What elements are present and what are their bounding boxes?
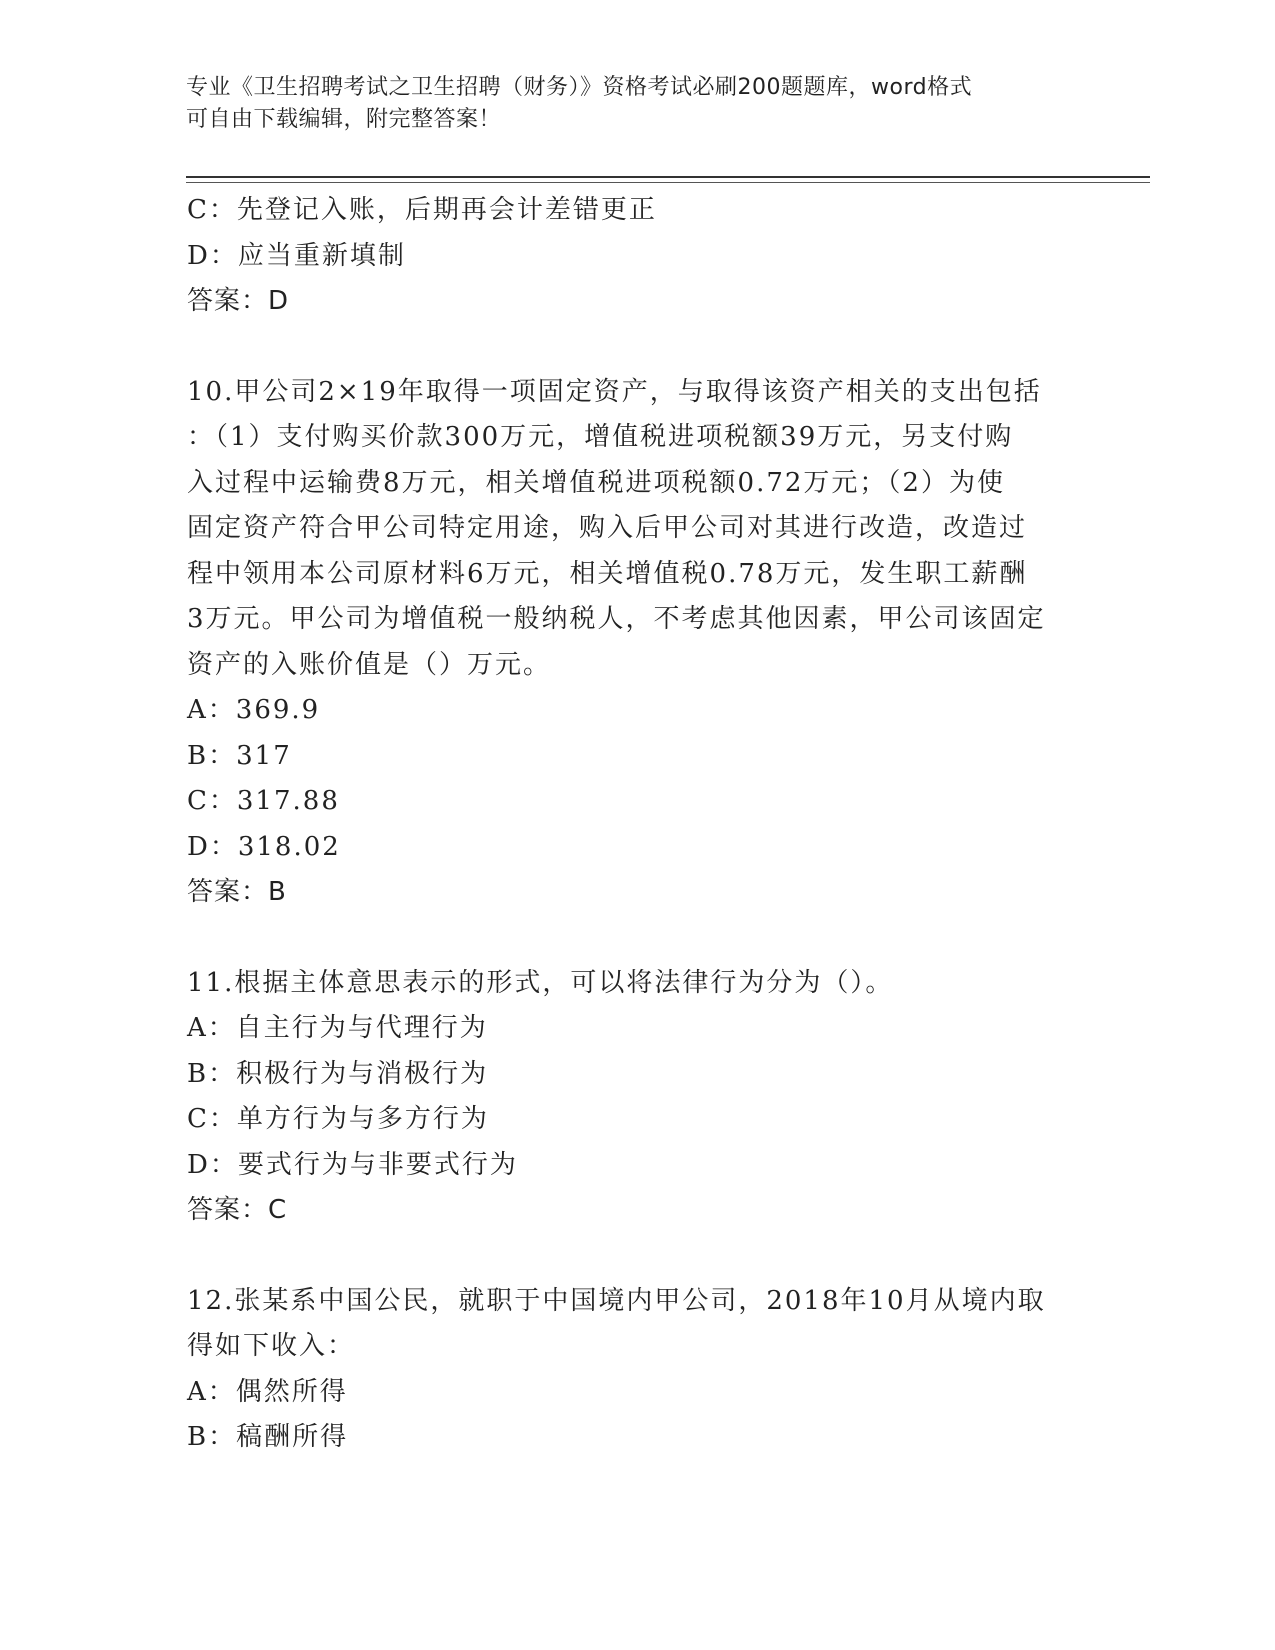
option-a: A：自主行为与代理行为 bbox=[187, 1013, 488, 1043]
answer: 答案：C bbox=[187, 1195, 288, 1225]
question-stem-line: 12.张某系中国公民，就职于中国境内甲公司，2018年10月从境内取 bbox=[187, 1285, 1046, 1316]
question-stem-line: 资产的入账价值是（）万元。 bbox=[187, 649, 552, 680]
option-a: A：369.9 bbox=[187, 695, 321, 725]
question-11 bbox=[187, 961, 1087, 1234]
option-b: B：稿酬所得 bbox=[187, 1422, 349, 1452]
option-d: D：318.02 bbox=[187, 831, 341, 862]
header-line-2: 可自由下载编辑，附完整答案！ bbox=[186, 107, 502, 132]
answer: 答案：D bbox=[187, 286, 290, 316]
option-d: D：应当重新填制 bbox=[187, 240, 406, 271]
question-stem-line: 3万元。甲公司为增值税一般纳税人，不考虑其他因素，甲公司该固定 bbox=[187, 604, 1046, 634]
answer: 答案：B bbox=[187, 877, 287, 907]
option-a: A：偶然所得 bbox=[187, 1376, 348, 1407]
document-header bbox=[186, 72, 1066, 136]
question-stem-line: ：（1）支付购买价款300万元，增值税进项税额39万元，另支付购 bbox=[187, 422, 1014, 452]
option-b: B：积极行为与消极行为 bbox=[187, 1058, 489, 1089]
question-stem-line: 固定资产符合甲公司特定用途，购入后甲公司对其进行改造，改造过 bbox=[187, 513, 1028, 543]
question-12 bbox=[187, 1279, 1087, 1461]
header-line-1: 专业《卫生招聘考试之卫生招聘（财务）》资格考试必刷200题题库，word格式 bbox=[186, 75, 973, 100]
question-stem-line: 10.甲公司2×19年取得一项固定资产，与取得该资产相关的支出包括 bbox=[187, 376, 1042, 407]
option-d: D：要式行为与非要式行为 bbox=[187, 1149, 518, 1180]
header-divider-thick bbox=[186, 176, 1150, 178]
question-9-tail bbox=[187, 188, 1087, 325]
option-c: C：先登记入账，后期再会计差错更正 bbox=[187, 195, 657, 225]
option-b: B：317 bbox=[187, 740, 292, 771]
question-stem-line: 入过程中运输费8万元，相关增值税进项税额0.72万元；（2）为使 bbox=[187, 467, 1005, 498]
document-body bbox=[187, 188, 1087, 1461]
question-stem-line: 得如下收入： bbox=[187, 1331, 356, 1361]
header-divider-thin bbox=[186, 182, 1150, 183]
question-stem-line: 11.根据主体意思表示的形式，可以将法律行为分为（）。 bbox=[187, 967, 894, 998]
option-c: C：单方行为与多方行为 bbox=[187, 1104, 489, 1134]
option-c: C：317.88 bbox=[187, 786, 340, 816]
question-stem-line: 程中领用本公司原材料6万元，相关增值税0.78万元，发生职工薪酬 bbox=[187, 558, 1028, 589]
question-10 bbox=[187, 370, 1087, 916]
